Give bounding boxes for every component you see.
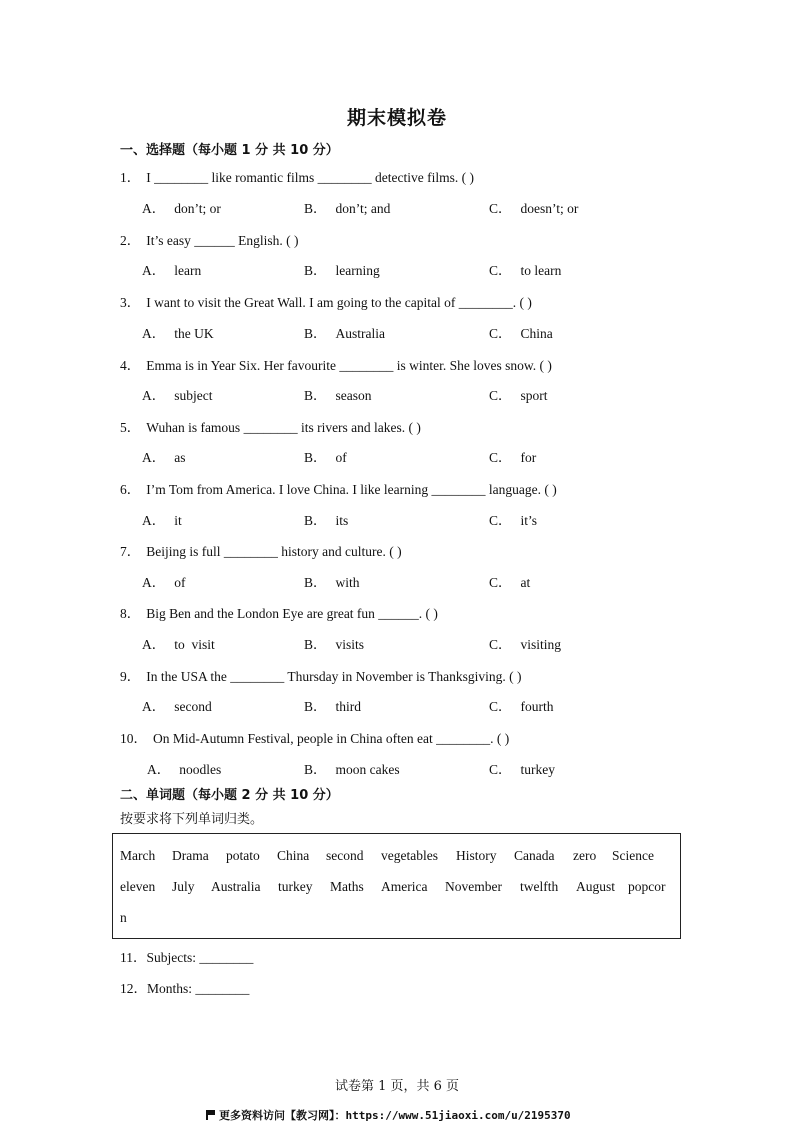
flag-icon (206, 1110, 215, 1120)
option-c: C． China (489, 326, 553, 341)
question-text: Beijing is full ________ history and culture. ( ) (146, 544, 402, 559)
word: twelfth (520, 879, 559, 894)
option-c: C． it’s (489, 513, 538, 528)
option-a: A． learn (142, 263, 202, 278)
page-footer: 试卷第 1 页，共 6 页 (334, 1079, 460, 1094)
option-a: A． as (142, 450, 186, 465)
resource-banner[interactable] (206, 1107, 571, 1123)
question-3 (120, 291, 532, 311)
option-a: A． subject (142, 388, 213, 403)
question-9-options (0, 695, 794, 713)
option-c: C． sport (489, 388, 548, 403)
word: Maths (330, 879, 364, 894)
option-b: B． moon cakes (304, 762, 400, 777)
question-number: 10． (120, 731, 147, 746)
word-box (112, 833, 681, 939)
question-5 (120, 416, 421, 436)
question-number: 4． (120, 358, 141, 373)
option-b: B． don’t; and (304, 201, 391, 216)
question-number: 5． (120, 420, 141, 435)
page-title: 期末模拟卷 (346, 107, 447, 129)
section-2-instruction: 按要求将下列单词归类。 (120, 812, 264, 827)
option-a: A． don’t; or (142, 201, 221, 216)
question-number: 1． (120, 170, 141, 185)
word: popcor (628, 879, 666, 894)
question-2-options (0, 259, 794, 277)
word: August (576, 879, 616, 894)
question-text: Wuhan is famous ________ its rivers and lakes. ( ) (146, 420, 421, 435)
question-6 (120, 478, 557, 498)
word: vegetables (381, 848, 438, 863)
fill-question-11: 11．Subjects: ________ (120, 950, 254, 965)
question-text: It’s easy ______ English. ( ) (146, 233, 299, 248)
question-text: Emma is in Year Six. Her favourite ________ is winter. She loves snow. ( ) (146, 358, 552, 373)
question-text: In the USA the ________ Thursday in November is Thanksgiving. ( ) (146, 669, 522, 684)
question-5-options (0, 446, 794, 464)
question-1-options (0, 197, 794, 215)
question-text: I’m Tom from America. I love China. I like learning ________ language. ( ) (146, 482, 557, 497)
option-a: A． of (142, 575, 186, 590)
word: Drama (172, 848, 209, 863)
word: potato (226, 848, 260, 863)
question-7-options (0, 571, 794, 589)
word: Canada (514, 848, 555, 863)
option-c: C． doesn’t; or (489, 201, 579, 216)
option-a: A． it (142, 513, 182, 528)
word: November (445, 879, 502, 894)
word: America (381, 879, 428, 894)
option-c: C． visiting (489, 637, 562, 652)
option-b: B． learning (304, 263, 380, 278)
option-a: A． to visit (142, 637, 215, 652)
question-number: 8． (120, 606, 141, 621)
question-3-options (0, 322, 794, 340)
answer-blank[interactable]: ________ (199, 950, 254, 965)
question-text: Big Ben and the London Eye are great fun ______. ( ) (146, 606, 438, 621)
section-1-heading: 一、选择题（每小题 1 分 共 10 分） (120, 143, 339, 158)
word: turkey (278, 879, 313, 894)
option-a: A． noodles (147, 762, 222, 777)
question-6-options (0, 509, 794, 527)
question-text: On Mid-Autumn Festival, people in China often eat ________. ( ) (153, 731, 510, 746)
option-a: A． second (142, 699, 212, 714)
question-10-options (0, 758, 794, 776)
word: China (277, 848, 310, 863)
question-number: 3． (120, 295, 141, 310)
option-a: A． the UK (142, 326, 214, 341)
question-8 (120, 602, 438, 622)
question-text: I ________ like romantic films ________ detective films. ( ) (146, 170, 474, 185)
option-c: C． at (489, 575, 531, 590)
option-b: B． with (304, 575, 360, 590)
banner-text[interactable]: 更多资料访问【教习网】：https://www.51jiaoxi.com/u/2195370 (219, 1109, 571, 1122)
option-b: B． visits (304, 637, 365, 652)
question-number: 2． (120, 233, 141, 248)
question-9 (120, 665, 521, 685)
question-2 (120, 229, 298, 249)
word: History (456, 848, 497, 863)
option-c: C． to learn (489, 263, 562, 278)
option-b: B． its (304, 513, 349, 528)
question-text: I want to visit the Great Wall. I am going to the capital of ________. ( ) (146, 295, 532, 310)
option-c: C． fourth (489, 699, 554, 714)
question-8-options (0, 633, 794, 651)
question-number: 9． (120, 669, 141, 684)
word: second (326, 848, 364, 863)
option-b: B． third (304, 699, 362, 714)
question-number: 7． (120, 544, 141, 559)
option-c: C． turkey (489, 762, 556, 777)
word: n (120, 910, 127, 925)
option-b: B． Australia (304, 326, 386, 341)
option-b: B． season (304, 388, 372, 403)
question-1 (120, 166, 474, 186)
word: July (172, 879, 195, 894)
option-b: B． of (304, 450, 347, 465)
word: zero (573, 848, 597, 863)
section-2-heading: 二、单词题（每小题 2 分 共 10 分） (120, 788, 339, 803)
question-number: 6． (120, 482, 141, 497)
question-7 (120, 540, 402, 560)
word: Australia (211, 879, 261, 894)
question-4-options (0, 384, 794, 402)
word: Science (612, 848, 654, 863)
answer-blank[interactable]: ________ (195, 981, 250, 996)
option-c: C． for (489, 450, 537, 465)
question-10 (120, 727, 509, 747)
question-4 (120, 354, 552, 374)
word: eleven (120, 879, 156, 894)
word: March (120, 848, 156, 863)
fill-question-12: 12．Months: ________ (120, 981, 250, 996)
